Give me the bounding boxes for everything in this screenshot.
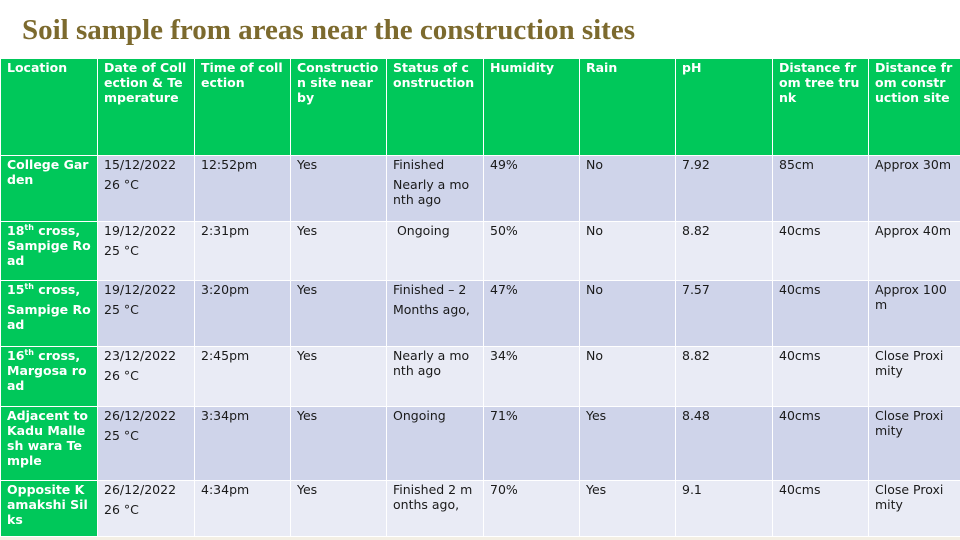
cell-distance-site: Approx 40m — [869, 222, 960, 281]
cell-location: Opposite Kamakshi Silks — [1, 481, 98, 537]
cell-humidity: 71% — [484, 407, 580, 481]
cell-date — [98, 156, 195, 222]
cell-construction-nearby: Yes — [291, 222, 387, 281]
cell-status — [387, 156, 484, 222]
cell-time: 3:34pm — [195, 407, 291, 481]
location-line-2: Sampige Road — [7, 302, 91, 332]
date-value: 15/12/2022 — [104, 157, 177, 172]
slide-title: Soil sample from areas near the construction sites — [22, 14, 635, 46]
cell-humidity: 50% — [484, 222, 580, 281]
cell-date — [98, 222, 195, 281]
cell-distance-site: Approx 30m — [869, 156, 960, 222]
cell-time: 12:52pm — [195, 156, 291, 222]
header-status: Status of construction — [387, 59, 484, 156]
cell-distance-tree: 40cms — [773, 481, 869, 537]
location-ordinal: th — [24, 281, 34, 291]
cell-construction-nearby: Yes — [291, 156, 387, 222]
cell-status — [387, 281, 484, 347]
date-value: 26/12/2022 — [104, 408, 177, 423]
cell-location — [1, 222, 98, 281]
cell-rain: Yes — [580, 481, 676, 537]
cell-status: Ongoing — [387, 222, 484, 281]
cell-construction-nearby: Yes — [291, 347, 387, 407]
cell-status: Nearly a month ago — [387, 347, 484, 407]
temperature-value: 25 °C — [104, 243, 139, 258]
cell-ph: 8.82 — [676, 222, 773, 281]
cell-rain: No — [580, 347, 676, 407]
cell-time: 2:45pm — [195, 347, 291, 407]
date-value: 19/12/2022 — [104, 282, 177, 297]
cell-status: Finished 2 months ago, — [387, 481, 484, 537]
cell-construction-nearby: Yes — [291, 407, 387, 481]
cell-date — [98, 347, 195, 407]
cell-distance-site: Close Proximity — [869, 481, 960, 537]
cell-humidity: 34% — [484, 347, 580, 407]
cell-rain: Yes — [580, 407, 676, 481]
header-distance-tree: Distance from tree trunk — [773, 59, 869, 156]
header-distance-site: Distance from construction site — [869, 59, 960, 156]
cell-date — [98, 407, 195, 481]
temperature-value: 26 °C — [104, 177, 139, 192]
status-line-2: Months ago, — [393, 302, 470, 317]
header-row — [1, 59, 960, 156]
cell-date — [98, 281, 195, 347]
header-ph: pH — [676, 59, 773, 156]
cell-location: College Garden — [1, 156, 98, 222]
location-text: cross, Sampige Road — [7, 223, 91, 268]
cell-humidity: 47% — [484, 281, 580, 347]
location-number: 16 — [7, 348, 25, 363]
cell-time: 2:31pm — [195, 222, 291, 281]
date-value: 23/12/2022 — [104, 348, 177, 363]
temperature-value: 26 °C — [104, 368, 139, 383]
location-number: 15 — [7, 282, 25, 297]
date-value: 26/12/2022 — [104, 482, 177, 497]
location-ordinal: th — [24, 347, 34, 357]
cell-date — [98, 481, 195, 537]
cell-distance-site: Close Proximity — [869, 407, 960, 481]
cell-ph: 7.57 — [676, 281, 773, 347]
header-construction-nearby: Construction site nearby — [291, 59, 387, 156]
cell-status: Ongoing — [387, 407, 484, 481]
cell-location — [1, 347, 98, 407]
temperature-value: 25 °C — [104, 302, 139, 317]
cell-distance-tree: 40cms — [773, 347, 869, 407]
cell-distance-site: Close Proximity — [869, 347, 960, 407]
cell-distance-tree: 40cms — [773, 222, 869, 281]
cell-location — [1, 281, 98, 347]
location-number: 18 — [7, 223, 25, 238]
cell-ph: 8.48 — [676, 407, 773, 481]
cell-rain: No — [580, 222, 676, 281]
cell-time: 4:34pm — [195, 481, 291, 537]
cell-ph: 9.1 — [676, 481, 773, 537]
location-text: cross, Margosa road — [7, 348, 87, 393]
temperature-value: 26 °C — [104, 502, 139, 517]
location-ordinal: th — [24, 222, 34, 232]
soil-sample-table-container — [0, 58, 960, 540]
header-humidity: Humidity — [484, 59, 580, 156]
header-date-temperature: Date of Collection & Temperature — [98, 59, 195, 156]
cell-location: Adjacent to Kadu Mallesh wara Temple — [1, 407, 98, 481]
location-text: cross, — [33, 282, 81, 297]
status-line-1: Finished – 2 — [393, 282, 467, 297]
cell-ph: 8.82 — [676, 347, 773, 407]
cell-distance-site: Approx 100m — [869, 281, 960, 347]
table-row — [1, 156, 960, 222]
cell-distance-tree: 40cms — [773, 407, 869, 481]
header-location: Location — [1, 59, 98, 156]
cell-distance-tree: 40cms — [773, 281, 869, 347]
cell-ph: 7.92 — [676, 156, 773, 222]
table-row — [1, 222, 960, 281]
table-row — [1, 281, 960, 347]
cell-rain: No — [580, 156, 676, 222]
cell-humidity: 70% — [484, 481, 580, 537]
header-rain: Rain — [580, 59, 676, 156]
soil-sample-table — [0, 58, 960, 537]
table-row — [1, 407, 960, 481]
cell-construction-nearby: Yes — [291, 481, 387, 537]
table-row — [1, 481, 960, 537]
table-row — [1, 347, 960, 407]
cell-construction-nearby: Yes — [291, 281, 387, 347]
cell-rain: No — [580, 281, 676, 347]
cell-humidity: 49% — [484, 156, 580, 222]
date-value: 19/12/2022 — [104, 223, 177, 238]
cell-distance-tree: 85cm — [773, 156, 869, 222]
header-time: Time of collection — [195, 59, 291, 156]
cell-time: 3:20pm — [195, 281, 291, 347]
temperature-value: 25 °C — [104, 428, 139, 443]
status-line-2: Nearly a month ago — [393, 177, 470, 207]
status-line-1: Finished — [393, 157, 445, 172]
